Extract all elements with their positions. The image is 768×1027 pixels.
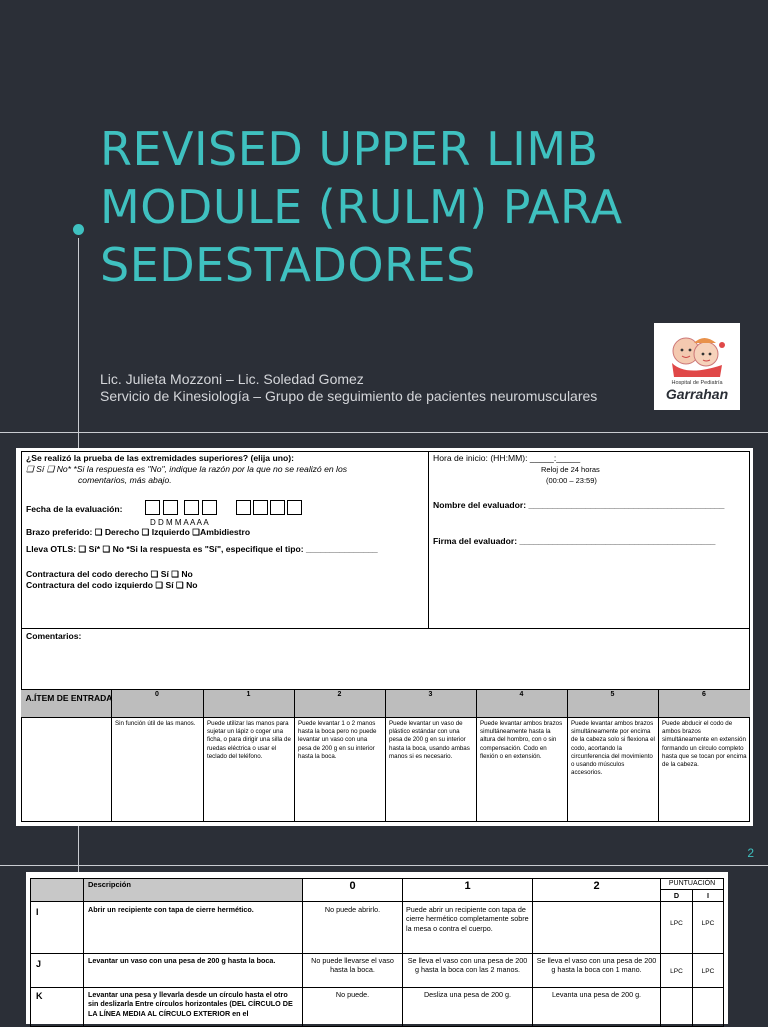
- form-vertical-divider: [428, 451, 429, 629]
- row-score-2: Se lleva el vaso con una pesa de 200 g hasta la boca con 1 mano.: [536, 956, 657, 975]
- score-description: Puede levantar 1 o 2 manos hasta la boca pero no puede levantar un vaso con una pesa de 200 g en su interior hasta la boca.: [298, 720, 377, 760]
- score-header: 2: [337, 691, 342, 698]
- rulm-form-sheet: [16, 448, 753, 826]
- score-description: Puede utilizar las manos para sujetar un lápiz o coger una ficha, o para dirigir una silla de ruedas eléctrica o usar el teclado del teléfono.: [207, 720, 291, 760]
- children-logo-icon: [654, 323, 740, 381]
- otls-field[interactable]: Lleva OTLS: ❑ Sí* ❑ No *Si la respuesta es "Sí", especifique el tipo: _______________: [26, 544, 378, 554]
- row-i-s2-cell: [532, 901, 661, 954]
- row-score-0: No puede.: [335, 990, 370, 999]
- authors-line: Lic. Julieta Mozzoni – Lic. Soledad Gomez: [100, 371, 364, 387]
- col-divider: [203, 689, 204, 822]
- date-box-m2[interactable]: [202, 500, 217, 515]
- col-divider: [658, 689, 659, 822]
- eval-date-label: Fecha de la evaluación:: [26, 504, 123, 514]
- score-0-header: 0: [349, 880, 356, 892]
- score-description: Puede levantar ambos brazos simultáneamente por encima de la cabeza solo si flexiona el codo, acortando la circunferencia del movimiento o usando músculos accesorios.: [571, 720, 655, 777]
- row-score-2: Levanta una pesa de 200 g.: [551, 990, 642, 999]
- score-2-header: 2: [593, 880, 600, 892]
- row-score-d: LPC: [670, 920, 683, 927]
- authors-block: [100, 371, 597, 405]
- row-score-d: LPC: [670, 968, 683, 975]
- date-letters: D D M M A A A A: [150, 518, 209, 527]
- score-header: 0: [155, 691, 159, 698]
- date-box-a2[interactable]: [253, 500, 268, 515]
- score-header: 3: [428, 691, 433, 698]
- row-score-i: LPC: [701, 968, 715, 975]
- row-score-1: Se lleva el vaso con una pesa de 200 g hasta la boca con las 2 manos.: [407, 956, 528, 975]
- title-line: MODULE (RULM) PARA: [100, 180, 623, 234]
- row-k-d-cell: [660, 987, 693, 1027]
- score-header: 5: [610, 691, 615, 698]
- date-box-a1[interactable]: [236, 500, 251, 515]
- col-divider: [476, 689, 477, 822]
- clock-note-1: Reloj de 24 horas: [541, 465, 600, 474]
- comments-label: Comentarios:: [26, 631, 82, 641]
- rulm-items-table: [26, 872, 728, 1024]
- id-header-cell: [30, 878, 84, 902]
- form-divider-comments: [21, 628, 750, 629]
- item-label: A.ÍTEM DE ENTRADA: [25, 693, 113, 703]
- score-description: Sin función útil de las manos.: [115, 720, 196, 727]
- title-line: SEDESTADORES: [100, 238, 476, 292]
- score-header: 4: [519, 691, 524, 698]
- row-id: K: [36, 991, 43, 1001]
- row-id: I: [36, 907, 39, 917]
- row-score-0: No puede abrirlo.: [324, 905, 381, 914]
- score-description: Puede abducir el codo de ambos brazos simultáneamente en extensión formando un círculo completo hasta que se tocan por encima de la cabeza.: [662, 720, 747, 769]
- answer-line-2: comentarios, más abajo.: [78, 475, 172, 485]
- row-description: Levantar un vaso con una pesa de 200 g hasta la boca.: [88, 956, 276, 965]
- puntuacion-header: PUNTUACIÓN: [668, 880, 716, 887]
- date-box-m1[interactable]: [184, 500, 199, 515]
- row-score-0: No puede llevarse el vaso hasta la boca.: [311, 956, 394, 975]
- hospital-logo: [654, 323, 740, 410]
- i-header: I: [707, 891, 709, 900]
- desc-header: Descripción: [88, 880, 131, 889]
- col-divider: [567, 689, 568, 822]
- row-score-1: Puede abrir un recipiente con tapa de cierre hermético completamente sobre la mesa o contra el cuerpo.: [406, 905, 529, 933]
- right-contracture-field[interactable]: Contractura del codo derecho ❑ Sí ❑ No: [26, 569, 193, 579]
- accent-dot: [73, 224, 84, 235]
- answer-line-1[interactable]: ❑ Sí ❑ No* *Si la respuesta es "No", indique la razón por la que no se realizó en los: [26, 464, 348, 474]
- row-score-1: Desliza una pesa de 200 g.: [423, 990, 512, 999]
- slide-number: 2: [747, 846, 754, 860]
- score-description: Puede levantar un vaso de plástico estándar con una pesa de 200 g en su interior hasta la boca, usando ambas manos si es necesario.: [389, 720, 470, 760]
- divider-line-bottom: [0, 865, 768, 866]
- slide-title: [100, 120, 720, 294]
- row-id: J: [36, 959, 42, 969]
- col-divider: [111, 689, 112, 822]
- evaluator-name-field[interactable]: Nombre del evaluador: _________________________________________: [433, 500, 725, 510]
- question-text: ¿Se realizó la prueba de las extremidades superiores? (elija uno):: [26, 453, 294, 463]
- row-description: Levantar una pesa y llevarla desde un círculo hasta el otro sin deslizarla Entre círculos horizontales (DEL CÍRCULO DE LA LÍNEA MEDIA AL CÍRCULO EXTERIOR en el: [88, 990, 293, 1018]
- d-header: D: [673, 891, 680, 900]
- col-divider: [294, 689, 295, 822]
- col-divider: [385, 689, 386, 822]
- date-box-d1[interactable]: [145, 500, 160, 515]
- clock-note-2: (00:00 – 23:59): [546, 476, 597, 485]
- evaluator-signature-field[interactable]: Firma del evaluador: _________________________________________: [433, 536, 716, 546]
- score-header: 6: [702, 691, 706, 698]
- divider-line-top: [0, 432, 768, 433]
- date-box-d2[interactable]: [163, 500, 178, 515]
- row-score-i: LPC: [701, 920, 715, 927]
- date-box-a3[interactable]: [270, 500, 285, 515]
- row-description: Abrir un recipiente con tapa de cierre hermético.: [88, 905, 254, 914]
- logo-line-2: Garrahan: [665, 386, 729, 402]
- title-line: REVISED UPPER LIMB: [100, 122, 599, 176]
- score-1-header: 1: [464, 880, 471, 892]
- affiliation-line: Servicio de Kinesiología – Grupo de seguimiento de pacientes neuromusculares: [100, 388, 598, 404]
- score-header: 1: [246, 691, 251, 698]
- score-description: Puede levantar ambos brazos simultáneamente hasta la altura del hombro, con o sin compensación. Codo en flexión o en extensión.: [480, 720, 563, 760]
- preferred-arm-field[interactable]: Brazo preferido: ❑ Derecho ❑ Izquierdo ❑Ambidiestro: [26, 527, 251, 537]
- date-box-a4[interactable]: [287, 500, 302, 515]
- left-contracture-field[interactable]: Contractura del codo izquierdo ❑ Sí ❑ No: [26, 580, 198, 590]
- start-time-field[interactable]: Hora de inicio: (HH:MM): _____:_____: [433, 453, 581, 463]
- logo-line-1: Hospital de Pediatría: [671, 380, 723, 386]
- row-k-i-cell: [692, 987, 724, 1027]
